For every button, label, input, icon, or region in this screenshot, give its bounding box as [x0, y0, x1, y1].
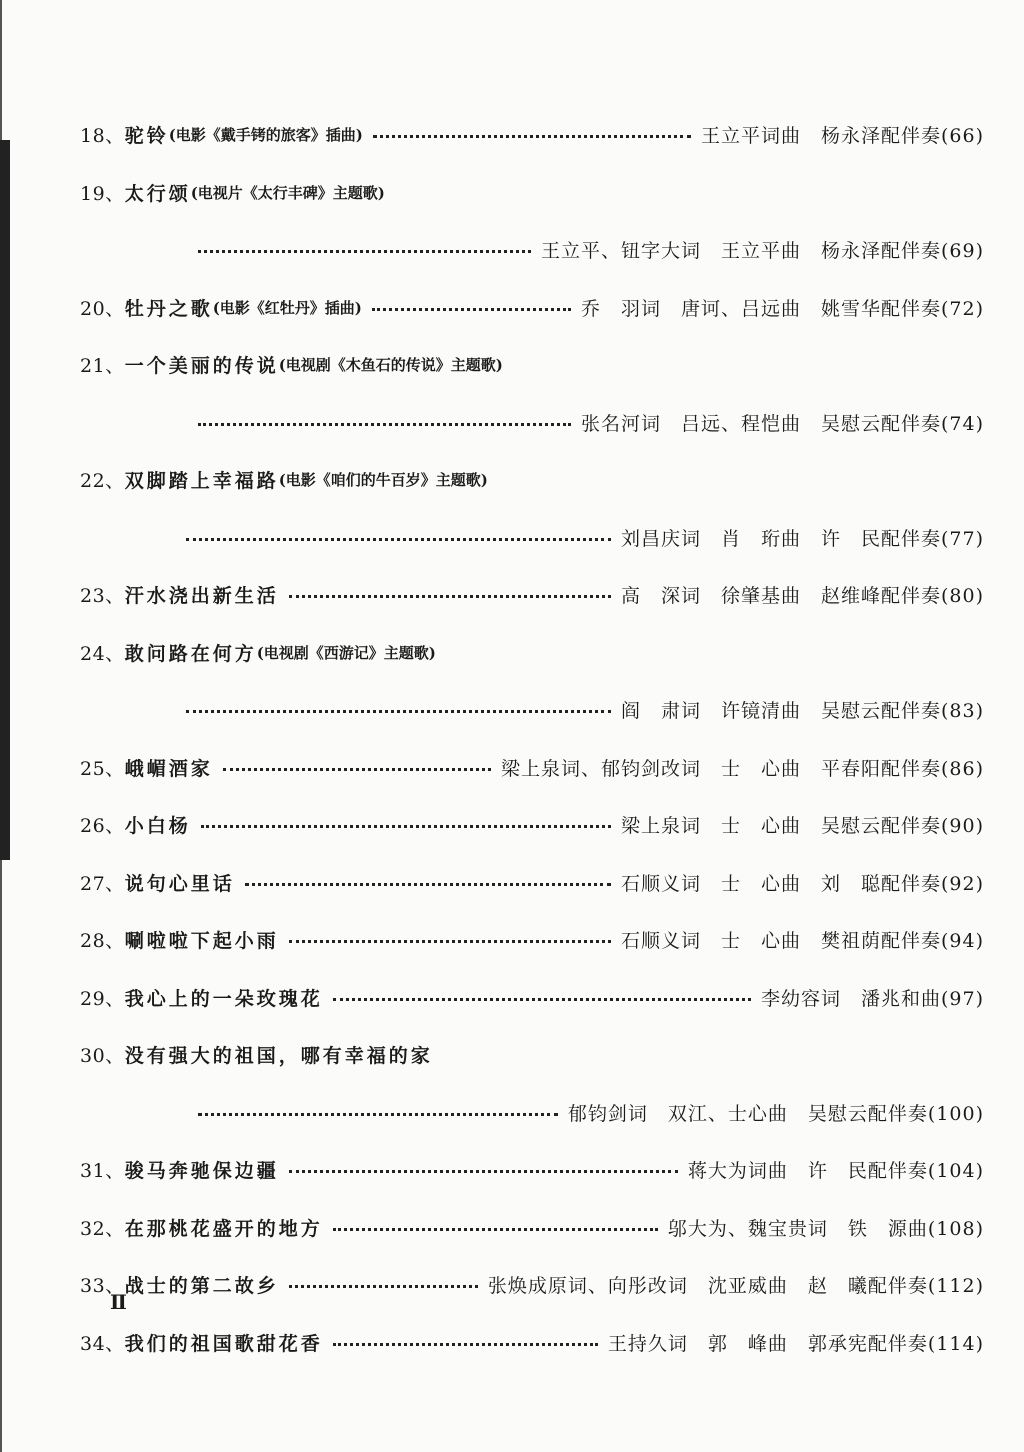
toc-entry-30-credits-line	[80, 1084, 984, 1142]
entry-number: 30、	[80, 1045, 125, 1068]
entry-title: 没有强大的祖国，哪有幸福的家	[124, 1045, 433, 1068]
dot-leader	[223, 768, 491, 771]
toc-entry-20[interactable]	[80, 279, 984, 337]
entry-number: 34、	[80, 1332, 125, 1355]
entry-number: 26、	[80, 815, 125, 838]
entry-number: 28、	[80, 930, 125, 953]
toc-entry-26[interactable]	[80, 796, 984, 854]
entry-title: 汗水浇出新生活	[124, 585, 279, 608]
entry-credits: 石顺义词 士 心曲 刘 聪配伴奏(92)	[620, 872, 984, 895]
toc-entry-31[interactable]	[80, 1141, 984, 1199]
entry-title: 唰啦啦下起小雨	[124, 930, 279, 953]
toc-entry-32[interactable]	[80, 1199, 984, 1257]
entry-credits: 梁上泉词 士 心曲 吴慰云配伴奏(90)	[620, 815, 984, 838]
dot-leader	[373, 135, 691, 138]
entry-credits: 王立平词曲 杨永泽配伴奏(66)	[700, 125, 984, 148]
entry-title: 我们的祖国歌甜花香	[124, 1332, 323, 1355]
entry-title: 敢问路在何方	[124, 642, 257, 665]
entry-number: 31、	[80, 1160, 125, 1183]
dot-leader	[201, 825, 611, 828]
toc-entry-21-credits-line	[80, 394, 984, 452]
entry-credits: 阎 肃词 许镜清曲 吴慰云配伴奏(83)	[620, 700, 984, 723]
toc-entry-24-credits-line	[80, 681, 984, 739]
toc-entry-18[interactable]	[80, 106, 984, 164]
dot-leader	[289, 1285, 478, 1288]
dot-leader	[289, 940, 611, 943]
entry-title: 说句心里话	[124, 872, 235, 895]
entry-note: (电视剧《西游记》主题歌)	[256, 643, 436, 662]
entry-note: (电视剧《木鱼石的传说》主题歌)	[278, 356, 503, 375]
entry-title: 小白杨	[124, 815, 191, 838]
entry-credits: 张名河词 吕远、程恺曲 吴慰云配伴奏(74)	[580, 412, 984, 435]
toc-entry-23[interactable]	[80, 566, 984, 624]
toc-entry-22-credits-line	[80, 509, 984, 567]
entry-title: 我心上的一朵玫瑰花	[124, 987, 323, 1010]
entry-number: 21、	[80, 355, 125, 378]
entry-note: (电影《红牡丹》插曲)	[212, 298, 362, 317]
dot-leader	[186, 710, 611, 713]
entry-credits: 石顺义词 士 心曲 樊祖荫配伴奏(94)	[620, 930, 984, 953]
toc-entry-29[interactable]	[80, 969, 984, 1027]
entry-number: 25、	[80, 757, 125, 780]
toc-entry-34[interactable]	[80, 1314, 984, 1372]
dot-leader	[245, 883, 611, 886]
toc-entry-21[interactable]	[80, 336, 984, 394]
dot-leader	[333, 1343, 598, 1346]
dot-leader	[372, 308, 571, 311]
toc-entry-24[interactable]	[80, 624, 984, 682]
entry-credits: 邬大为、魏宝贵词 铁 源曲(108)	[667, 1217, 984, 1240]
entry-title: 牡丹之歌	[124, 297, 213, 320]
entry-number: 33、	[80, 1275, 125, 1298]
entry-credits: 李幼容词 潘兆和曲(97)	[760, 987, 984, 1010]
entry-title: 在那桃花盛开的地方	[124, 1217, 323, 1240]
entry-credits: 乔 羽词 唐诃、吕远曲 姚雪华配伴奏(72)	[580, 297, 984, 320]
table-of-contents	[80, 106, 984, 1371]
entry-number: 32、	[80, 1217, 125, 1240]
entry-title: 战士的第二故乡	[124, 1275, 279, 1298]
entry-title: 太行颂	[124, 182, 191, 205]
dot-leader	[186, 538, 611, 541]
entry-number: 18、	[80, 125, 125, 148]
toc-entry-25[interactable]	[80, 739, 984, 797]
entry-number: 19、	[80, 182, 125, 205]
scan-edge-shadow	[0, 140, 10, 860]
entry-note: (电影《咱们的牛百岁》主题歌)	[278, 471, 488, 490]
entry-number: 20、	[80, 297, 125, 320]
toc-entry-28[interactable]	[80, 911, 984, 969]
entry-title: 驼铃	[124, 125, 169, 148]
dot-leader	[198, 423, 571, 426]
entry-credits: 蒋大为词曲 许 民配伴奏(104)	[687, 1160, 984, 1183]
toc-entry-33[interactable]	[80, 1256, 984, 1314]
entry-number: 27、	[80, 872, 125, 895]
entry-credits: 郁钧剑词 双江、士心曲 吴慰云配伴奏(100)	[567, 1102, 984, 1125]
dot-leader	[333, 998, 751, 1001]
entry-number: 24、	[80, 642, 125, 665]
dot-leader	[198, 250, 531, 253]
entry-credits: 张焕成原词、向彤改词 沈亚威曲 赵 曦配伴奏(112)	[487, 1275, 984, 1298]
toc-entry-19[interactable]	[80, 164, 984, 222]
entry-credits: 刘昌庆词 肖 珩曲 许 民配伴奏(77)	[620, 527, 984, 550]
entry-credits: 高 深词 徐肇基曲 赵维峰配伴奏(80)	[620, 585, 984, 608]
dot-leader	[333, 1228, 658, 1231]
entry-title: 一个美丽的传说	[124, 355, 279, 378]
entry-credits: 王立平、钮字大词 王立平曲 杨永泽配伴奏(69)	[540, 240, 984, 263]
entry-credits: 梁上泉词、郁钧剑改词 士 心曲 平春阳配伴奏(86)	[500, 757, 984, 780]
entry-title: 双脚踏上幸福路	[124, 470, 279, 493]
entry-note: (电视片《太行丰碑》主题歌)	[190, 183, 385, 202]
entry-title: 骏马奔驰保边疆	[124, 1160, 279, 1183]
toc-entry-27[interactable]	[80, 854, 984, 912]
entry-number: 29、	[80, 987, 125, 1010]
dot-leader	[198, 1113, 558, 1116]
dot-leader	[289, 595, 611, 598]
page-number: Ⅱ	[110, 1290, 127, 1314]
entry-number: 23、	[80, 585, 125, 608]
entry-credits: 王持久词 郭 峰曲 郭承宪配伴奏(114)	[607, 1332, 984, 1355]
toc-entry-19-credits-line	[80, 221, 984, 279]
toc-entry-22[interactable]	[80, 451, 984, 509]
toc-entry-30[interactable]	[80, 1026, 984, 1084]
entry-title: 峨嵋酒家	[124, 757, 213, 780]
entry-number: 22、	[80, 470, 125, 493]
dot-leader	[289, 1170, 678, 1173]
entry-note: (电影《戴手铐的旅客》插曲)	[168, 126, 363, 145]
